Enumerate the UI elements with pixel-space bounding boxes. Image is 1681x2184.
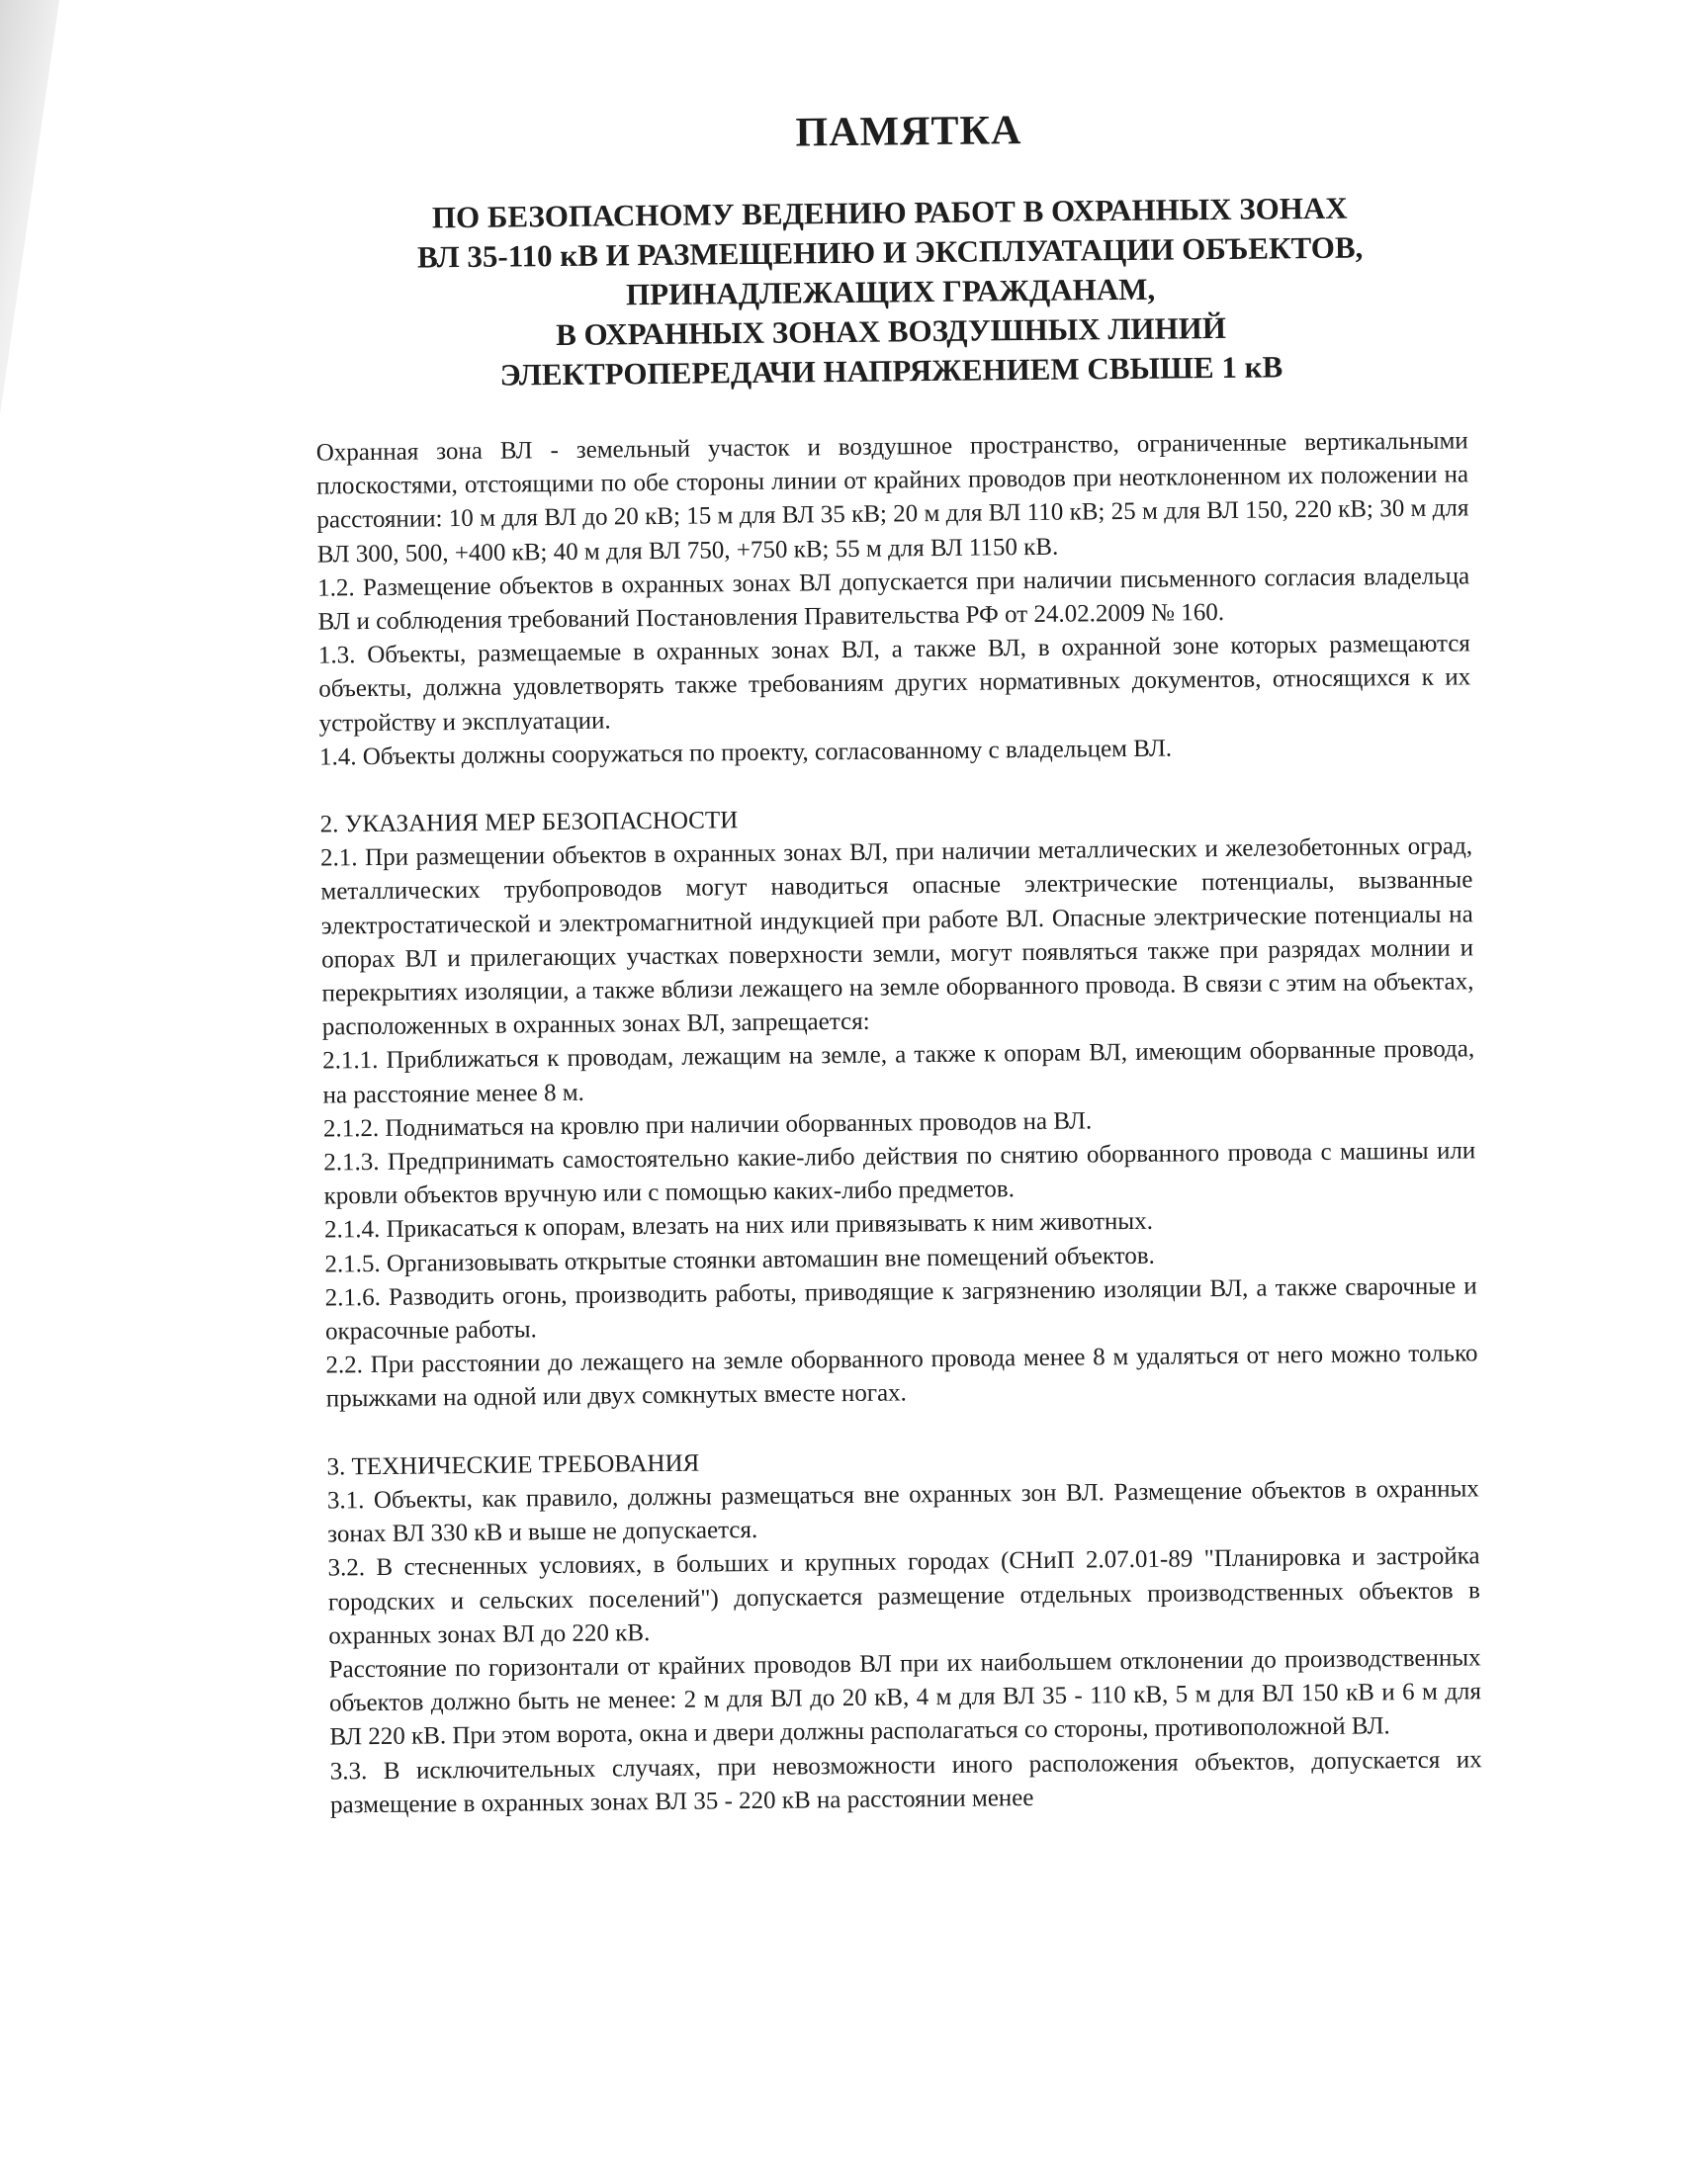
clause-2-1-4: 2.1.4. Прикасаться к опорам, влезать на них или привязывать к ним животных. xyxy=(323,1208,1154,1245)
clause-2-1: 2.1. При размещении объектов в охранных зонах ВЛ, при наличии металлических и железобетонных оград, металлических трубопроводов могут наводиться опасные электрические потенциалы, вызванные электростатической и электромагнитной индукцией при работе ВЛ. Опасные электрические потенциалы на опорах ВЛ и прилегающих участках поверхности земли, могут появляться также при разрядах молнии и перекрытиях изоляции, а также вблизи лежащего на земле оборванного провода. В связи с этим на объектах, расположенных в охранных зонах ВЛ, запрещается: xyxy=(319,832,1474,1041)
protection-zone-definition: Охранная зона ВЛ - земельный участок и воздушное пространство, ограниченные вертикальными плоскостями, отстоящими по обе стороны линии от крайних проводов при неотклоненном их положении на расстоянии: 10 м для ВЛ до 20 кВ; 15 м для ВЛ 35 кВ; 20 м для ВЛ 110 кВ; 25 м для ВЛ 150, 220 кВ; 30 м для ВЛ 300, 500, +400 кВ; 40 м для ВЛ 750, +750 кВ; 55 м для ВЛ 1150 кВ. xyxy=(315,427,1469,568)
clause-1-2: 1.2. Размещение объектов в охранных зонах ВЛ допускается при наличии письменного согласия владельца ВЛ и соблюдения требований Постановления Правительства РФ от 24.02.2009 № 160. xyxy=(317,563,1470,636)
clause-3-1: 3.1. Объекты, как правило, должны размещаться вне охранных зон ВЛ. Размещение объектов в охранных зонах ВЛ 330 кВ и выше не допускается. xyxy=(326,1475,1479,1548)
document-subtitle xyxy=(313,187,1467,396)
clause-2-1-3: 2.1.3. Предпринимать самостоятельно какие-либо действия по снятию оборванного провода с машины или кровли объектов вручную или с помощью каких-либо предметов. xyxy=(323,1137,1476,1210)
section-2-heading: 2. УКАЗАНИЯ МЕР БЕЗОПАСНОСТИ xyxy=(319,807,739,838)
clause-2-1-1: 2.1.1. Приближаться к проводам, лежащим на земле, а также к опорам ВЛ, имеющим оборванные провода, на расстояние менее 8 м. xyxy=(322,1035,1475,1109)
subtitle-line: ЭЛЕКТРОПЕРЕДАЧИ НАПРЯЖЕНИЕМ СВЫШЕ 1 кВ xyxy=(499,349,1283,393)
clause-1-3: 1.3. Объекты, размещаемые в охранных зонах ВЛ, а также ВЛ, в охранной зоне которых размещаются объекты, должна удовлетворять также требованиям других нормативных документов, относящихся к их устройству и эксплуатации. xyxy=(317,630,1471,738)
clause-2-1-2: 2.1.2. Подниматься на кровлю при наличии оборванных проводов на ВЛ. xyxy=(322,1107,1093,1143)
subtitle-line: ПРИНАДЛЕЖАЩИХ ГРАЖДАНАМ, xyxy=(625,271,1156,312)
clause-3-2-distance: Расстояние по горизонтали от крайних проводов ВЛ при их наибольшем отклонении до производственных объектов должно быть не менее: 2 м для ВЛ до 20 кВ, 4 м для ВЛ 35 - 110 кВ, 5 м для ВЛ 150 кВ и 6 м для ВЛ 220 кВ. При этом ворота, окна и двери должны располагаться со стороны, противоположной ВЛ. xyxy=(328,1644,1482,1751)
subtitle-line: ВЛ 35-110 кВ И РАЗМЕЩЕНИЮ И ЭКСПЛУАТАЦИИ ОБЪЕКТОВ, xyxy=(416,229,1364,275)
clause-2-1-5: 2.1.5. Организовывать открытые стоянки автомашин вне помещений объектов. xyxy=(324,1242,1156,1278)
document-title: ПАМЯТКА xyxy=(795,108,1022,156)
subtitle-line: В ОХРАННЫХ ЗОНАХ ВОЗДУШНЫХ ЛИНИЙ xyxy=(555,309,1227,353)
subtitle-line: ПО БЕЗОПАСНОМУ ВЕДЕНИЮ РАБОТ В ОХРАННЫХ ЗОНАХ xyxy=(431,190,1348,235)
section-3-heading: 3. ТЕХНИЧЕСКИЕ ТРЕБОВАНИЯ xyxy=(326,1449,700,1481)
clause-3-3: 3.3. В исключительных случаях, при невозможности иного расположения объектов, допускается их размещение в охранных зонах ВЛ 35 - 220 кВ на расстоянии менее xyxy=(329,1745,1482,1819)
clause-1-4: 1.4. Объекты должны сооружаться по проекту, согласованному с владельцем ВЛ. xyxy=(318,735,1173,771)
clause-2-1-6: 2.1.6. Разводить огонь, производить работы, приводящие к загрязнению изоляции ВЛ, а также сварочные и окрасочные работы. xyxy=(324,1272,1477,1346)
clause-3-2: 3.2. В стесненных условиях, в больших и крупных городах (СНиП 2.07.01-89 "Планировка и застройка городских и сельских поселений") допускается размещение отдельных производственных объектов в охранных зонах ВЛ до 220 кВ. xyxy=(327,1542,1481,1650)
clause-2-2: 2.2. При расстоянии до лежащего на земле оборванного провода менее 8 м удаляться от него можно только прыжками на одной или двух сомкнутых вместе ногах. xyxy=(325,1340,1478,1414)
